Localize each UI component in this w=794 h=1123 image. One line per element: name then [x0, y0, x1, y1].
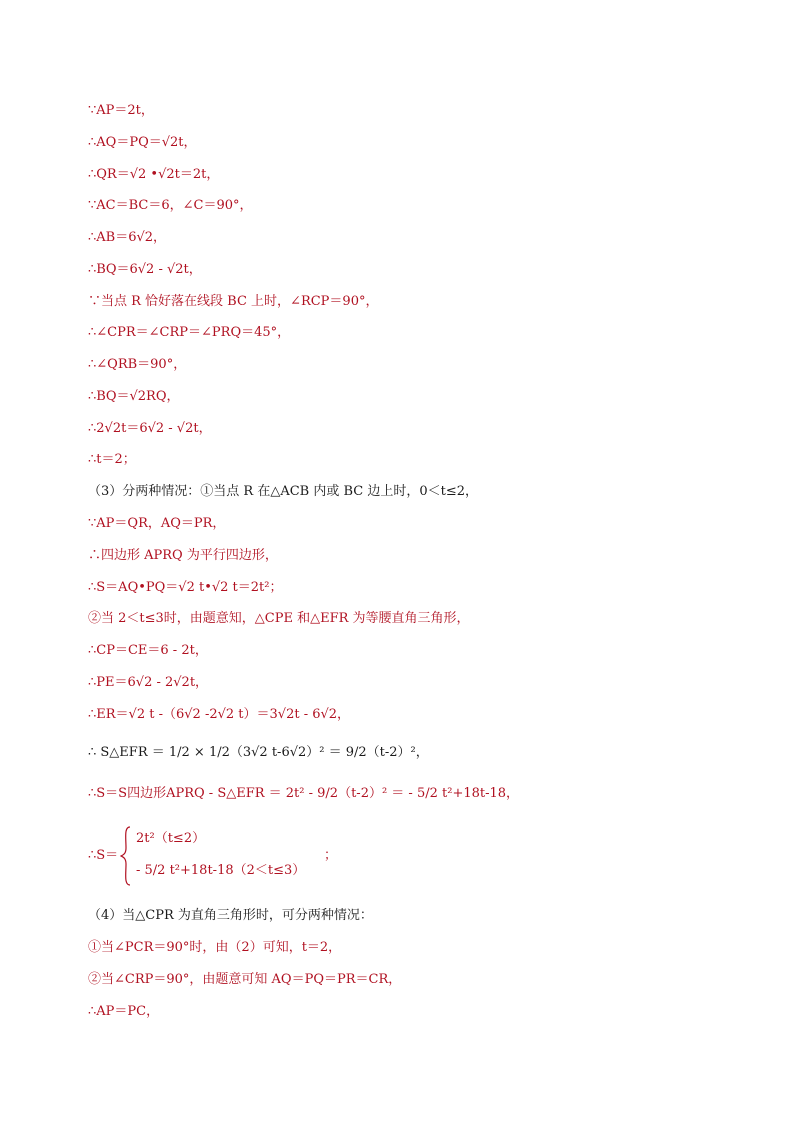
formula-line: ∴S＝S四边形APRQ - S△EFR ＝ 2t² - 9/2（t-2）² ＝ - 5/2 t²+18t-18，: [88, 786, 520, 801]
text-line: ∵AP＝2t，: [88, 103, 154, 118]
formula-line: ∴ S△EFR ＝ 1/2 × 1/2（3√2 t-6√2）² ＝ 9/2（t-2）²，: [88, 745, 429, 760]
text-line: ①当∠PCR＝90°时，由（2）可知，t＝2，: [88, 940, 342, 955]
text-line: ∴CP＝CE＝6 - 2t，: [88, 643, 208, 658]
piecewise-case-2: - 5/2 t²+18t-18（2＜t≤3）: [136, 863, 306, 878]
text-line: ∴∠QRB＝90°，: [88, 357, 187, 372]
text-line: ∵当点 R 恰好落在线段 BC 上时，∠RCP＝90°，: [88, 294, 379, 309]
text-line: ∴t＝2；: [88, 452, 136, 467]
text-line: ∴四边形 APRQ 为平行四边形，: [88, 548, 278, 563]
text-line: ∴2√2t＝6√2 - √2t，: [88, 421, 212, 436]
text-line: （4）当△CPR 为直角三角形时，可分两种情况：: [88, 908, 373, 923]
piecewise-case-1: 2t²（t≤2）: [136, 831, 206, 846]
text-line: ∴BQ＝√2RQ，: [88, 389, 180, 404]
piecewise-prefix: ∴S＝: [88, 848, 119, 863]
text-line: ∴ER＝√2 t -（6√2 -2√2 t）＝3√2t - 6√2，: [88, 707, 351, 722]
text-line: ∵AC＝BC＝6，∠C＝90°，: [88, 198, 253, 213]
text-line: ∵AP＝QR，AQ＝PR，: [88, 516, 226, 531]
text-line: ∴BQ＝6√2 - √2t，: [88, 262, 202, 277]
text-line: ∴AP＝PC，: [88, 1004, 160, 1019]
text-line: （3）分两种情况：①当点 R 在△ACB 内或 BC 边上时，0＜t≤2，: [88, 484, 479, 499]
piecewise-suffix: ；: [324, 848, 338, 863]
text-line: ∴AB＝6√2，: [88, 230, 167, 245]
curly-brace-icon: [120, 826, 132, 886]
text-line: ∴AQ＝PQ＝√2t，: [88, 135, 197, 150]
text-line: ②当 2＜t≤3时，由题意知，△CPE 和△EFR 为等腰直角三角形，: [88, 611, 470, 626]
text-line: ②当∠CRP＝90°，由题意可知 AQ＝PQ＝PR＝CR，: [88, 972, 402, 987]
text-line: ∴PE＝6√2 - 2√2t，: [88, 675, 209, 690]
text-line: ∴S＝AQ•PQ＝√2 t•√2 t＝2t²；: [88, 580, 283, 595]
text-line: ∴QR＝√2 •√2t＝2t，: [88, 167, 220, 182]
text-line: ∴∠CPR＝∠CRP＝∠PRQ＝45°，: [88, 325, 291, 340]
